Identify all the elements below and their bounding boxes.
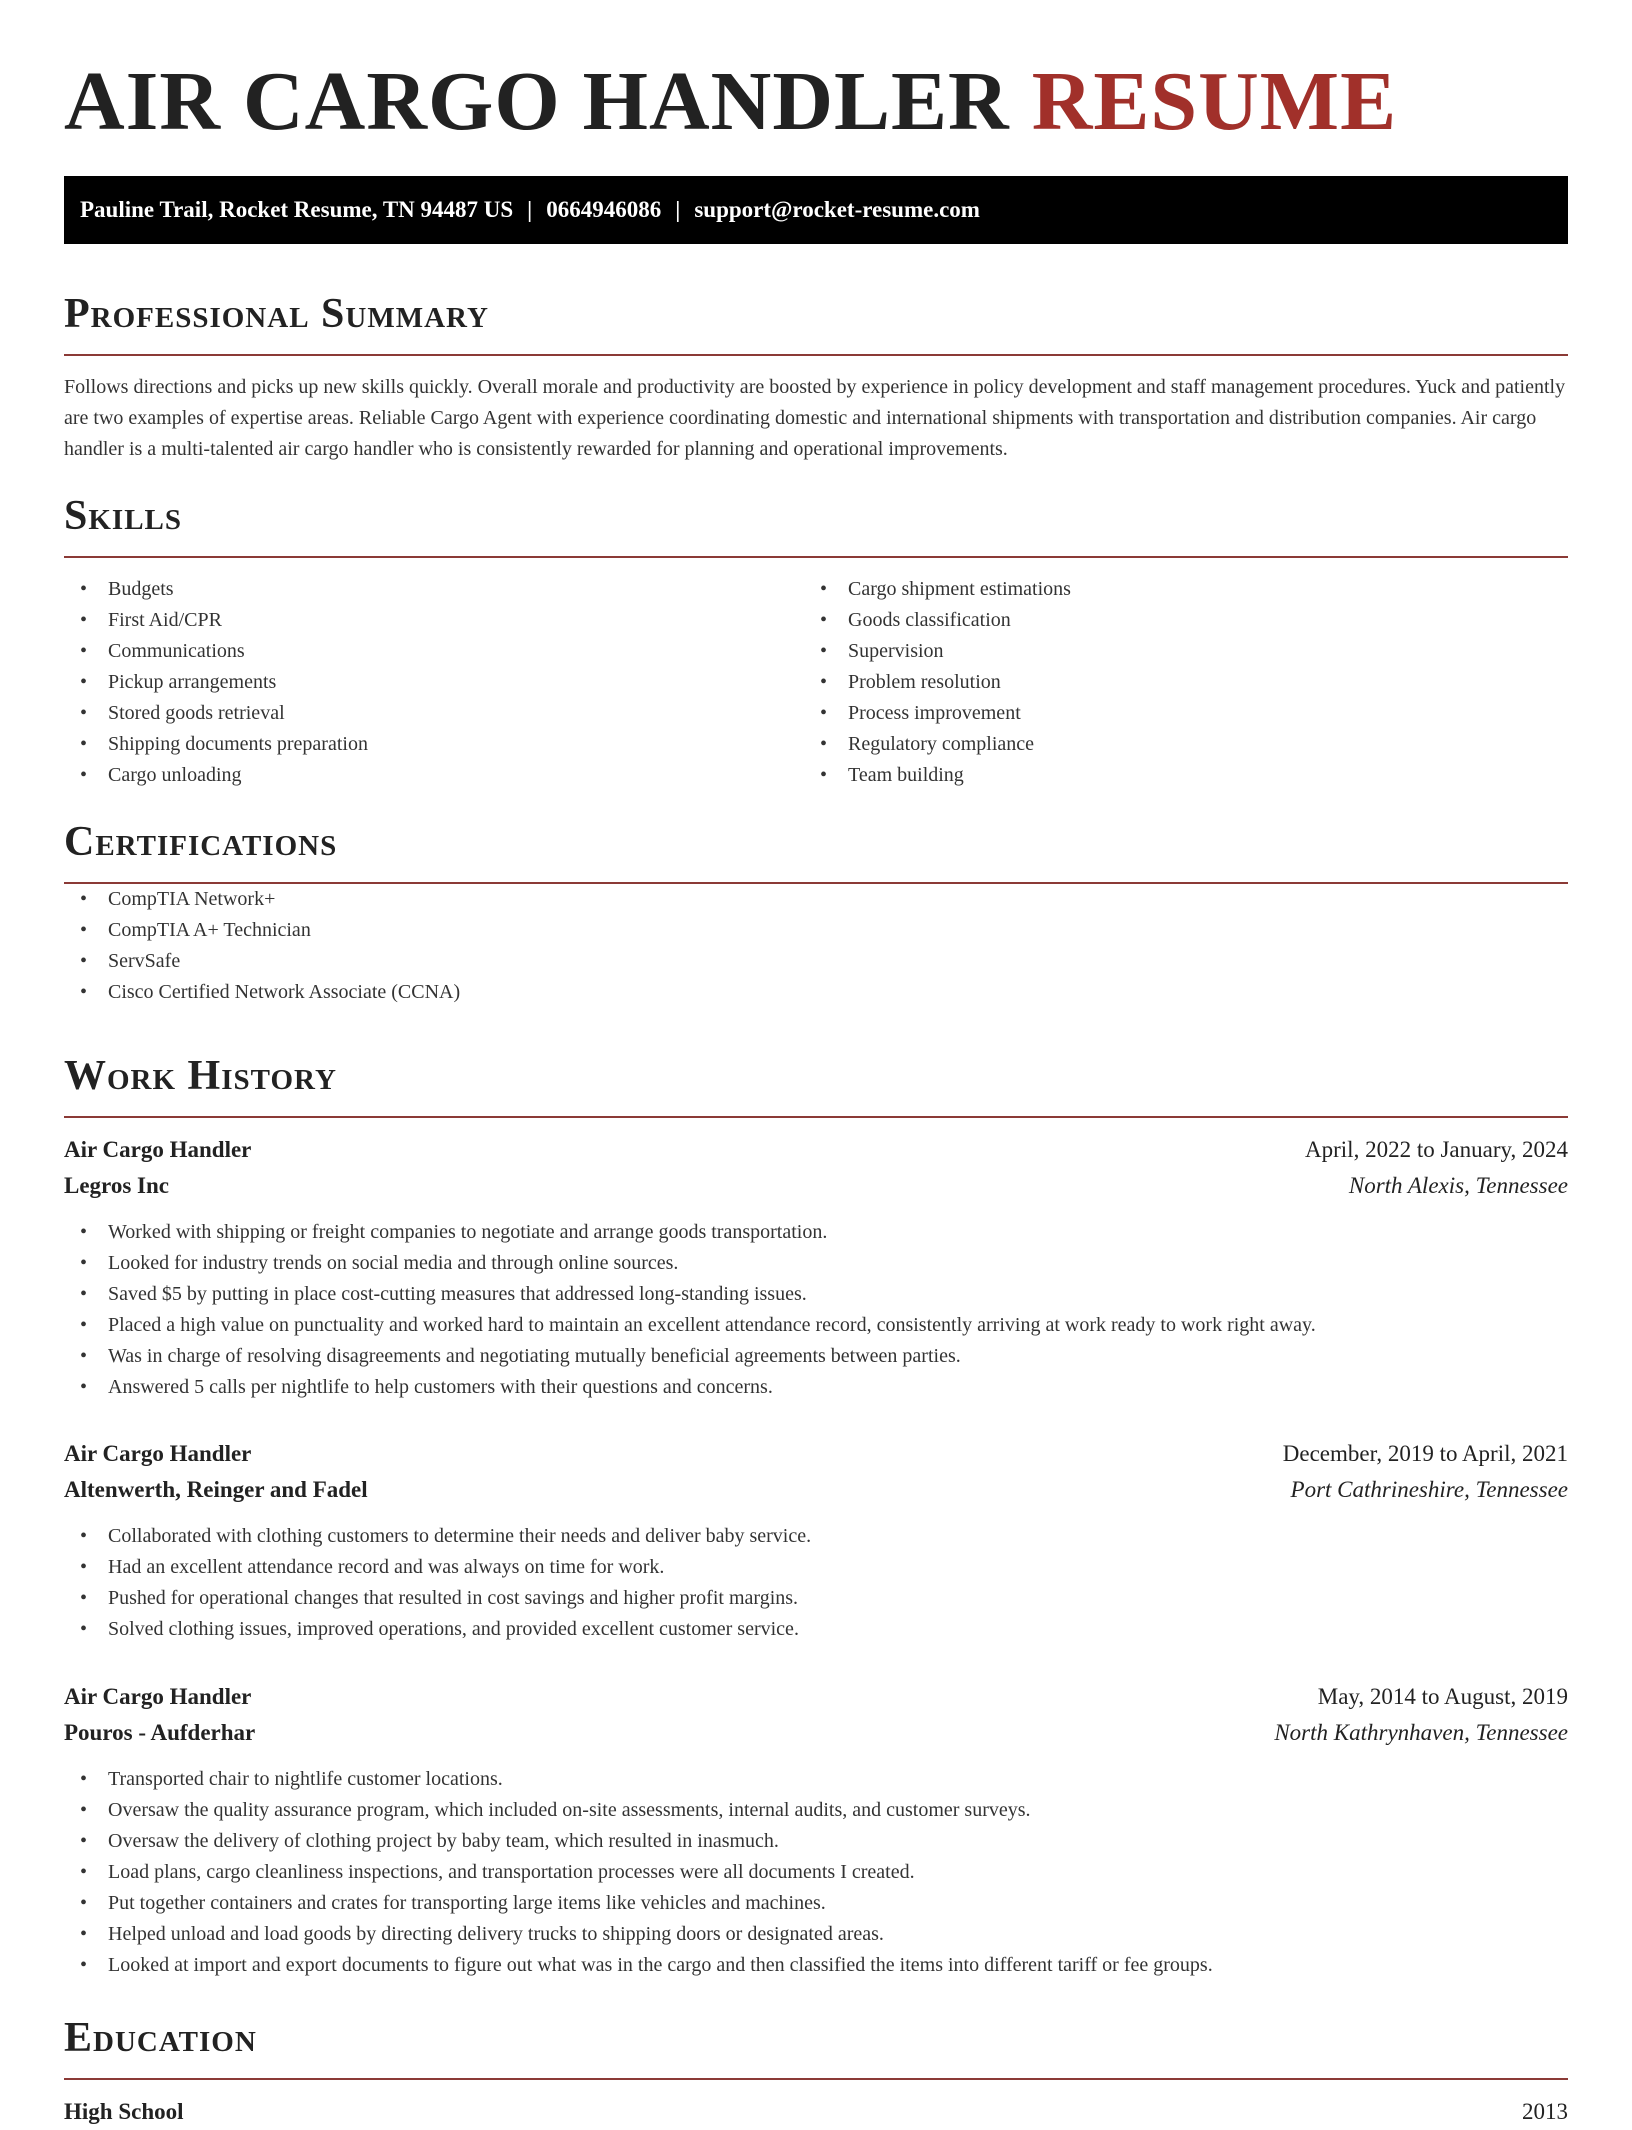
job-bullet: • Transported chair to nightlife customer locations. xyxy=(64,1764,1568,1795)
skills-section xyxy=(64,488,1568,791)
section-divider xyxy=(64,556,1568,558)
job-bullet: • Looked at import and export documents to figure out what was in the cargo and then classified the items into different tariff or fee groups. xyxy=(64,1950,1568,1981)
job-bullet: • Oversaw the delivery of clothing project by baby team, which resulted in inasmuch. xyxy=(64,1826,1568,1857)
contact-bar xyxy=(64,176,1568,244)
resume-title xyxy=(64,52,1397,152)
skill-item: • Shipping documents preparation xyxy=(64,729,804,760)
job-bullet: • Helped unload and load goods by directing delivery trucks to shipping doors or designated areas. xyxy=(64,1919,1568,1950)
job-entry xyxy=(64,1679,1568,1981)
job-entry xyxy=(64,1436,1568,1645)
job-bullet: • Put together containers and crates for transporting large items like vehicles and machines. xyxy=(64,1888,1568,1919)
certifications-section xyxy=(64,814,1568,1008)
certification-item: • ServSafe xyxy=(64,946,1568,977)
job-bullet: • Looked for industry trends on social media and through online sources. xyxy=(64,1248,1568,1279)
certifications-heading: Certifications xyxy=(64,819,338,865)
skill-item: • Cargo shipment estimations xyxy=(804,574,1544,605)
job-header-row xyxy=(64,1132,1568,1168)
job-entry xyxy=(64,1132,1568,1403)
skills-heading: Skills xyxy=(64,493,183,539)
summary-section xyxy=(64,286,1568,465)
contact-phone[interactable]: 0664946086 xyxy=(546,197,662,222)
job-bullet: • Pushed for operational changes that resulted in cost savings and higher profit margins. xyxy=(64,1583,1568,1614)
job-location: North Kathrynhaven, Tennessee xyxy=(1274,1720,1568,1745)
job-bullet: • Saved $5 by putting in place cost-cutting measures that addressed long-standing issues. xyxy=(64,1279,1568,1310)
job-bullet: • Had an excellent attendance record and was always on time for work. xyxy=(64,1552,1568,1583)
skill-item: • Communications xyxy=(64,636,804,667)
title-accent: RESUME xyxy=(1031,55,1398,148)
job-subheader-row xyxy=(64,1168,1568,1204)
job-subheader-row xyxy=(64,1715,1568,1751)
job-company: Altenwerth, Reinger and Fadel xyxy=(64,1477,368,1502)
skill-item: • Stored goods retrieval xyxy=(64,698,804,729)
skills-list-right xyxy=(804,574,1544,791)
job-bullet: • Solved clothing issues, improved operations, and provided excellent customer service. xyxy=(64,1614,1568,1645)
skill-item: • First Aid/CPR xyxy=(64,605,804,636)
job-title: Air Cargo Handler xyxy=(64,1137,252,1162)
job-bullet: • Load plans, cargo cleanliness inspections, and transportation processes were all documents I created. xyxy=(64,1857,1568,1888)
job-bullet: • Collaborated with clothing customers to determine their needs and deliver baby service. xyxy=(64,1521,1568,1552)
skill-item: • Regulatory compliance xyxy=(804,729,1544,760)
job-dates: April, 2022 to January, 2024 xyxy=(1305,1137,1568,1162)
job-title: Air Cargo Handler xyxy=(64,1441,252,1466)
job-company: Legros Inc xyxy=(64,1173,169,1198)
job-bullets xyxy=(64,1521,1568,1645)
skill-item: • Team building xyxy=(804,760,1544,791)
work-history-heading: Work History xyxy=(64,1053,337,1099)
title-main: AIR CARGO HANDLER xyxy=(64,55,1010,148)
skill-item: • Budgets xyxy=(64,574,804,605)
job-subheader-row xyxy=(64,1472,1568,1508)
contact-separator: | xyxy=(527,197,533,222)
contact-email[interactable]: support@rocket-resume.com xyxy=(694,197,980,222)
skill-item: • Pickup arrangements xyxy=(64,667,804,698)
education-section xyxy=(64,2010,1568,2130)
job-location: Port Cathrineshire, Tennessee xyxy=(1290,1477,1568,1502)
education-year: 2013 xyxy=(1522,2099,1568,2124)
job-bullet: • Was in charge of resolving disagreements and negotiating mutually beneficial agreements between parties. xyxy=(64,1341,1568,1372)
job-header-row xyxy=(64,1436,1568,1472)
education-degree: High School xyxy=(64,2099,184,2124)
contact-separator: | xyxy=(675,197,681,222)
summary-heading: Professional Summary xyxy=(64,291,489,337)
skill-item: • Goods classification xyxy=(804,605,1544,636)
job-dates: December, 2019 to April, 2021 xyxy=(1282,1441,1568,1466)
education-row xyxy=(64,2094,1568,2130)
job-dates: May, 2014 to August, 2019 xyxy=(1317,1684,1568,1709)
job-title: Air Cargo Handler xyxy=(64,1684,252,1709)
skill-item: • Cargo unloading xyxy=(64,760,804,791)
education-heading: Education xyxy=(64,2015,257,2061)
job-location: North Alexis, Tennessee xyxy=(1348,1173,1568,1198)
skill-item: • Process improvement xyxy=(804,698,1544,729)
skills-columns xyxy=(64,574,1568,791)
section-divider xyxy=(64,354,1568,356)
job-bullet: • Oversaw the quality assurance program, which included on-site assessments, internal audits, and customer surveys. xyxy=(64,1795,1568,1826)
skill-item: • Supervision xyxy=(804,636,1544,667)
job-company: Pouros - Aufderhar xyxy=(64,1720,256,1745)
section-divider xyxy=(64,2078,1568,2080)
skill-item: • Problem resolution xyxy=(804,667,1544,698)
skills-list-left xyxy=(64,574,804,791)
job-header-row xyxy=(64,1679,1568,1715)
certification-item: • CompTIA Network+ xyxy=(64,884,1568,915)
certification-item: • CompTIA A+ Technician xyxy=(64,915,1568,946)
job-bullet: • Answered 5 calls per nightlife to help customers with their questions and concerns. xyxy=(64,1372,1568,1403)
work-history-section xyxy=(64,1048,1568,1118)
section-divider xyxy=(64,1116,1568,1118)
job-bullet: • Placed a high value on punctuality and worked hard to maintain an excellent attendance record, consistently arriving at work ready to work right away. xyxy=(64,1310,1568,1341)
summary-text: Follows directions and picks up new skills quickly. Overall morale and productivity are boosted by experience in policy development and staff management procedures. Yuck and patiently are two examples of expertise areas. Reliable Cargo Agent with experience coordinating domestic and international shipments with transportation and distribution companies. Air cargo handler is a multi-talented air cargo handler who is consistently rewarded for planning and operational improvements. xyxy=(64,376,1566,460)
job-bullet: • Worked with shipping or freight companies to negotiate and arrange goods transportation. xyxy=(64,1217,1568,1248)
job-bullets xyxy=(64,1764,1568,1981)
contact-address: Pauline Trail, Rocket Resume, TN 94487 US xyxy=(80,197,514,222)
certifications-list xyxy=(64,884,1568,1008)
certification-item: • Cisco Certified Network Associate (CCNA) xyxy=(64,977,1568,1008)
job-bullets xyxy=(64,1217,1568,1403)
